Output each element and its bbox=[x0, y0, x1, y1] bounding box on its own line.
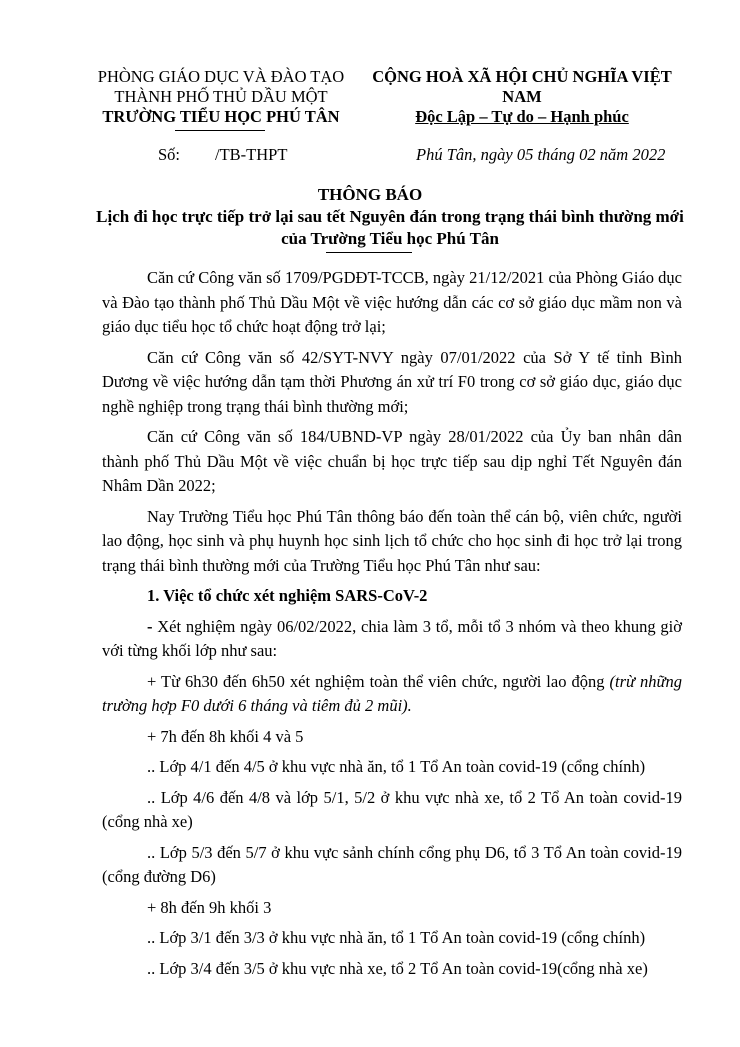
city-name: THÀNH PHỐ THỦ DẦU MỘT bbox=[114, 87, 328, 106]
department-name: PHÒNG GIÁO DỤC VÀ ĐÀO TẠO bbox=[97, 67, 345, 86]
national-motto: Độc Lập – Tự do – Hạnh phúc bbox=[415, 107, 629, 126]
place-and-date: Phú Tân, ngày 05 tháng 02 năm 2022 bbox=[416, 145, 666, 164]
section-1-intro-dash: - bbox=[147, 616, 153, 636]
national-title: CỘNG HOÀ XÃ HỘI CHỦ NGHĨA VIỆT NAM bbox=[372, 67, 672, 106]
paragraph-legal-basis-1: Căn cứ Công văn số 1709/PGDĐT-TCCB, ngày 21/12/2021 của Phòng Giáo dục và Đào tạo thành phố Thủ Dầu Một về việc hướng dẫn các cơ sở giáo dục mầm non và giáo dục tiểu học tổ chức hoạt động trở lại; bbox=[102, 268, 682, 336]
list-item-grade-4-5-group-b: .. Lớp 4/6 đến 4/8 và lớp 5/1, 5/2 ở khu vực nhà xe, tổ 2 Tổ An toàn covid-19 (cổng nhà xe) bbox=[102, 787, 682, 831]
paragraph-legal-basis-3: Căn cứ Công văn số 184/UBND-VP ngày 28/01/2022 của Ủy ban nhân dân thành phố Thủ Dầu Một về việc chuẩn bị học trực tiếp sau dịp nghỉ Tết Nguyên đán Nhâm Dần 2022; bbox=[102, 427, 682, 495]
section-1-intro-text: Xét nghiệm ngày 06/02/2022, chia làm 3 tổ, mỗi tổ 3 nhóm và theo khung giờ với từng khối lớp như sau: bbox=[102, 616, 682, 660]
national-motto-block bbox=[372, 67, 672, 127]
document-number-code: /TB-THPT bbox=[215, 145, 288, 164]
document-number-label: Số: bbox=[158, 145, 181, 164]
staff-testing-exception: (trừ những trường hợp F0 dưới 6 tháng và tiêm đủ 2 mũi). bbox=[102, 671, 682, 715]
document-body bbox=[102, 266, 682, 987]
list-item-grade-3-group-a: .. Lớp 3/1 đến 3/3 ở khu vực nhà ăn, tổ 1 Tổ An toàn covid-19 (cổng chính) bbox=[147, 928, 646, 947]
paragraph-legal-basis-2: Căn cứ Công văn số 42/SYT-NVY ngày 07/01/2022 của Sở Y tế tỉnh Bình Dương về việc hướng dẫn tạm thời Phương án xử trí F0 trong cơ sở giáo dục, giáo dục nghề nghiệp trong trạng thái bình thường mới; bbox=[102, 347, 682, 416]
notice-subtitle: Lịch đi học trực tiếp trở lại sau tết Nguyên đán trong trạng thái bình thường mới của Trường Tiểu học Phú Tân bbox=[96, 207, 684, 248]
title-divider bbox=[326, 252, 412, 253]
school-name: TRƯỜNG TIỂU HỌC PHÚ TÂN bbox=[102, 107, 340, 126]
section-1-intro bbox=[102, 615, 682, 664]
section-1-heading: 1. Việc tổ chức xét nghiệm SARS-CoV-2 bbox=[147, 586, 428, 605]
header-left-divider bbox=[175, 130, 265, 131]
list-item-staff-testing bbox=[102, 670, 682, 719]
document-number bbox=[158, 145, 287, 165]
staff-testing-text: + Từ 6h30 đến 6h50 xét nghiệm toàn thể viên chức, người lao động bbox=[147, 671, 610, 691]
list-item-grade-4-5: + 7h đến 8h khối 4 và 5 bbox=[147, 726, 304, 746]
list-item-grade-3: + 8h đến 9h khối 3 bbox=[147, 897, 272, 917]
list-item-grade-3-group-b: .. Lớp 3/4 đến 3/5 ở khu vực nhà xe, tổ 2 Tổ An toàn covid-19(cổng nhà xe) bbox=[147, 958, 648, 978]
notice-title: THÔNG BÁO bbox=[317, 185, 423, 204]
paragraph-announcement: Nay Trường Tiểu học Phú Tân thông báo đến toàn thể cán bộ, viên chức, người lao động, học sinh và phụ huynh học sinh lịch tổ chức cho học sinh đi học trở lại trong trạng thái bình thường mới của Trường Tiểu học Phú Tân như sau: bbox=[102, 506, 682, 575]
issuing-authority-block bbox=[96, 67, 346, 127]
list-item-grade-4-5-group-c: .. Lớp 5/3 đến 5/7 ở khu vực sảnh chính cổng phụ D6, tổ 3 Tổ An toàn covid-19 (cổng đường D6) bbox=[102, 842, 682, 886]
list-item-grade-4-5-group-a: .. Lớp 4/1 đến 4/5 ở khu vực nhà ăn, tổ 1 Tổ An toàn covid-19 (cổng chính) bbox=[147, 757, 646, 776]
